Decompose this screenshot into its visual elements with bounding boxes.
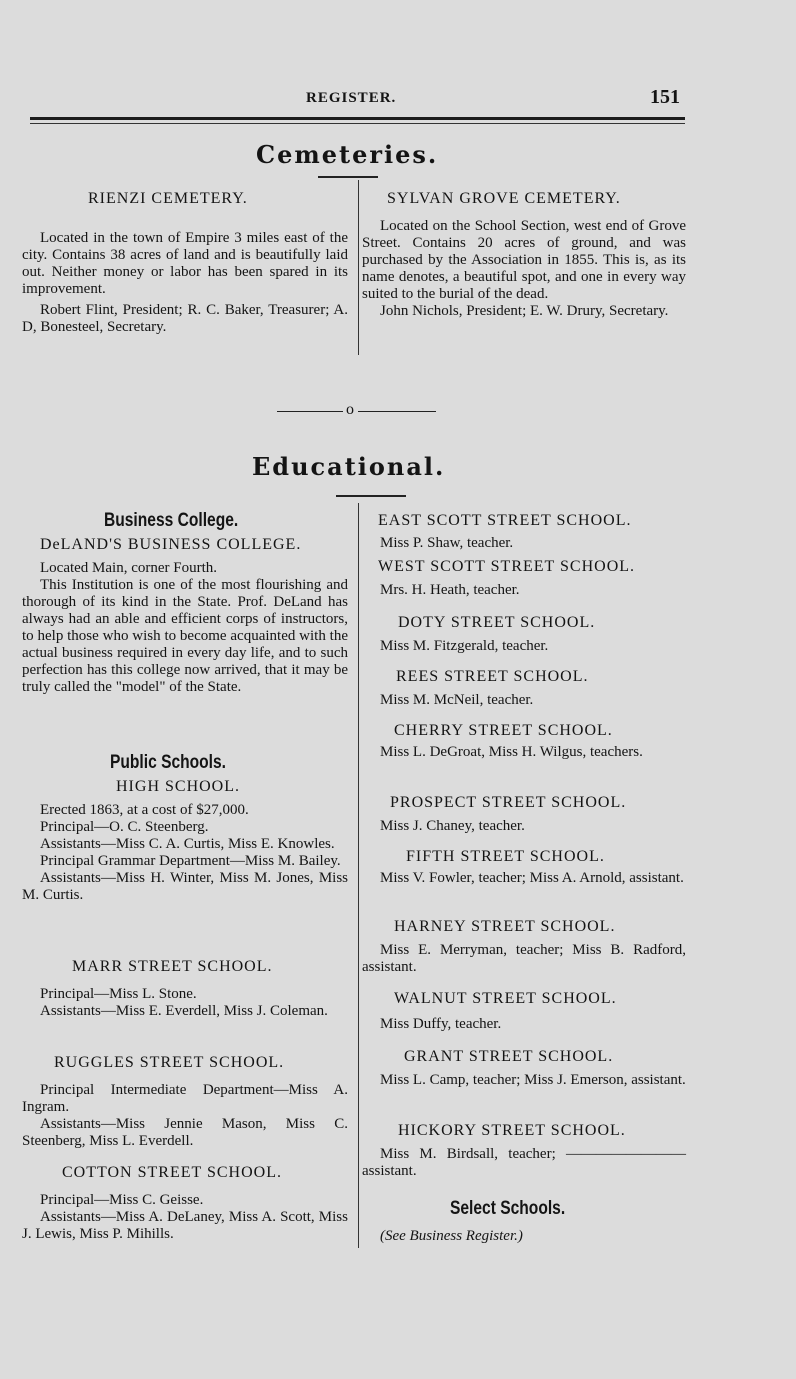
running-title: REGISTER. [306, 90, 397, 106]
walnut-street-school-title: WALNUT STREET SCHOOL. [394, 990, 617, 1007]
rienzi-cemetery-officers: Robert Flint, President; R. C. Baker, Treasurer; A. D, Bonesteel, Secretary. [22, 302, 348, 335]
harney-street-school-text [362, 942, 686, 976]
school-line: Miss M. Fitzgerald, teacher. [380, 638, 549, 654]
west-scott-street-school-text [362, 582, 686, 599]
grant-street-school-text [362, 1072, 686, 1089]
fifth-street-school-text [362, 870, 686, 887]
hickory-street-school-text [362, 1146, 686, 1180]
school-line: Miss J. Chaney, teacher. [380, 818, 525, 834]
sylvan-grove-cemetery-title: SYLVAN GROVE CEMETERY. [387, 190, 621, 207]
section-divider-mark: o [346, 401, 354, 418]
marr-street-school-title: MARR STREET SCHOOL. [72, 958, 273, 975]
doty-street-school-title: DOTY STREET SCHOOL. [398, 614, 596, 631]
sylvan-grove-cemetery-entry [362, 218, 686, 320]
hickory-street-school-title: HICKORY STREET SCHOOL. [398, 1122, 626, 1139]
prospect-street-school-text [362, 818, 686, 835]
cemeteries-column-rule [358, 180, 359, 355]
public-schools-heading: Public Schools. [110, 752, 227, 773]
school-line: Miss E. Merryman, teacher; Miss B. Radford, assistant. [362, 942, 686, 975]
select-schools-heading: Select Schools. [450, 1198, 566, 1219]
header-rule-thin [30, 123, 685, 124]
west-scott-street-school-title: WEST SCOTT STREET SCHOOL. [378, 558, 636, 575]
fifth-street-school-title: FIFTH STREET SCHOOL. [406, 848, 605, 865]
sylvan-grove-cemetery-description: Located on the School Section, west end of Grove Street. Contains 20 acres of ground, and was purchased by the Association in 1855. This is, as its name denotes, a beautiful spot, and one in every way suited to the burial of the dead. [362, 218, 686, 302]
school-line: Miss V. Fowler, teacher; Miss A. Arnold, assistant. [380, 870, 684, 886]
cotton-street-school-entry [22, 1192, 348, 1243]
rienzi-cemetery-entry [22, 230, 348, 336]
high-school-entry [22, 802, 348, 904]
rienzi-cemetery-description: Located in the town of Empire 3 miles east of the city. Contains 38 acres of land and is beautifully laid out. Neither money or labor has been spared in its improvement. [22, 230, 348, 297]
high-school-line: Principal Grammar Department—Miss M. Bailey. [40, 853, 341, 869]
cemeteries-heading-rule [318, 176, 378, 178]
business-college-description: This Institution is one of the most flourishing and thorough of its kind in the State. Prof. DeLand has always had an able and efficient corps of instructors, to help those who wish to become acquainted with the actual business required in every day life, and to such perfection has this college now arrived, that it may be truly called the "model" of the State. [22, 577, 348, 695]
sylvan-grove-cemetery-officers: John Nichols, President; E. W. Drury, Secretary. [380, 303, 669, 319]
school-line: Assistants—Miss Jennie Mason, Miss C. Steenberg, Miss L. Everdell. [22, 1116, 348, 1149]
high-school-line: Erected 1863, at a cost of $27,000. [40, 802, 249, 818]
section-divider-right [358, 411, 436, 412]
high-school-line: Assistants—Miss H. Winter, Miss M. Jones, Miss M. Curtis. [22, 870, 348, 903]
east-scott-street-school-title: EAST SCOTT STREET SCHOOL. [378, 512, 632, 529]
marr-street-school-entry [22, 986, 348, 1020]
high-school-line: Principal—O. C. Steenberg. [40, 819, 209, 835]
school-line: Mrs. H. Heath, teacher. [380, 582, 520, 598]
select-schools-note: (See Business Register.) [380, 1228, 523, 1244]
rienzi-cemetery-title: RIENZI CEMETERY. [88, 190, 248, 207]
ruggles-street-school-title: RUGGLES STREET SCHOOL. [54, 1054, 285, 1071]
school-line: Principal Intermediate Department—Miss A. Ingram. [22, 1082, 348, 1115]
cherry-street-school-title: CHERRY STREET SCHOOL. [394, 722, 613, 739]
school-line: Miss M. McNeil, teacher. [380, 692, 534, 708]
high-school-title: HIGH SCHOOL. [116, 778, 240, 795]
prospect-street-school-title: PROSPECT STREET SCHOOL. [390, 794, 627, 811]
walnut-street-school-text [362, 1016, 686, 1033]
school-line: Assistants—Miss A. DeLaney, Miss A. Scott, Miss J. Lewis, Miss P. Mihills. [22, 1209, 348, 1242]
business-college-location: Located Main, corner Fourth. [40, 560, 218, 576]
school-line: Miss L. DeGroat, Miss H. Wilgus, teachers. [380, 744, 643, 760]
high-school-line: Assistants—Miss C. A. Curtis, Miss E. Knowles. [40, 836, 335, 852]
grant-street-school-title: GRANT STREET SCHOOL. [404, 1048, 614, 1065]
rees-street-school-title: REES STREET SCHOOL. [396, 668, 589, 685]
doty-street-school-text [362, 638, 686, 655]
cherry-street-school-text [362, 744, 686, 761]
rees-street-school-text [362, 692, 686, 709]
section-divider-left [277, 411, 343, 412]
educational-heading: Educational. [252, 452, 446, 481]
delands-business-college-title: DeLAND'S BUSINESS COLLEGE. [40, 536, 302, 553]
school-line: Principal—Miss L. Stone. [40, 986, 197, 1002]
cotton-street-school-title: COTTON STREET SCHOOL. [62, 1164, 282, 1181]
harney-street-school-title: HARNEY STREET SCHOOL. [394, 918, 616, 935]
page-number: 151 [650, 86, 680, 108]
east-scott-street-school-text [362, 535, 686, 552]
business-college-heading: Business College. [104, 510, 239, 531]
cemeteries-heading: Cemeteries. [256, 140, 439, 169]
school-line: Miss Duffy, teacher. [380, 1016, 502, 1032]
school-line: Miss P. Shaw, teacher. [380, 535, 514, 551]
ruggles-street-school-entry [22, 1082, 348, 1150]
educational-heading-rule [336, 495, 406, 497]
school-line: Miss M. Birdsall, teacher; ———————— assistant. [362, 1146, 686, 1179]
school-line: Miss L. Camp, teacher; Miss J. Emerson, assistant. [380, 1072, 686, 1088]
school-line: Assistants—Miss E. Everdell, Miss J. Coleman. [40, 1003, 328, 1019]
header-rule [30, 117, 685, 120]
business-college-entry [22, 560, 348, 696]
school-line: Principal—Miss C. Geisse. [40, 1192, 204, 1208]
educational-column-rule [358, 503, 359, 1248]
